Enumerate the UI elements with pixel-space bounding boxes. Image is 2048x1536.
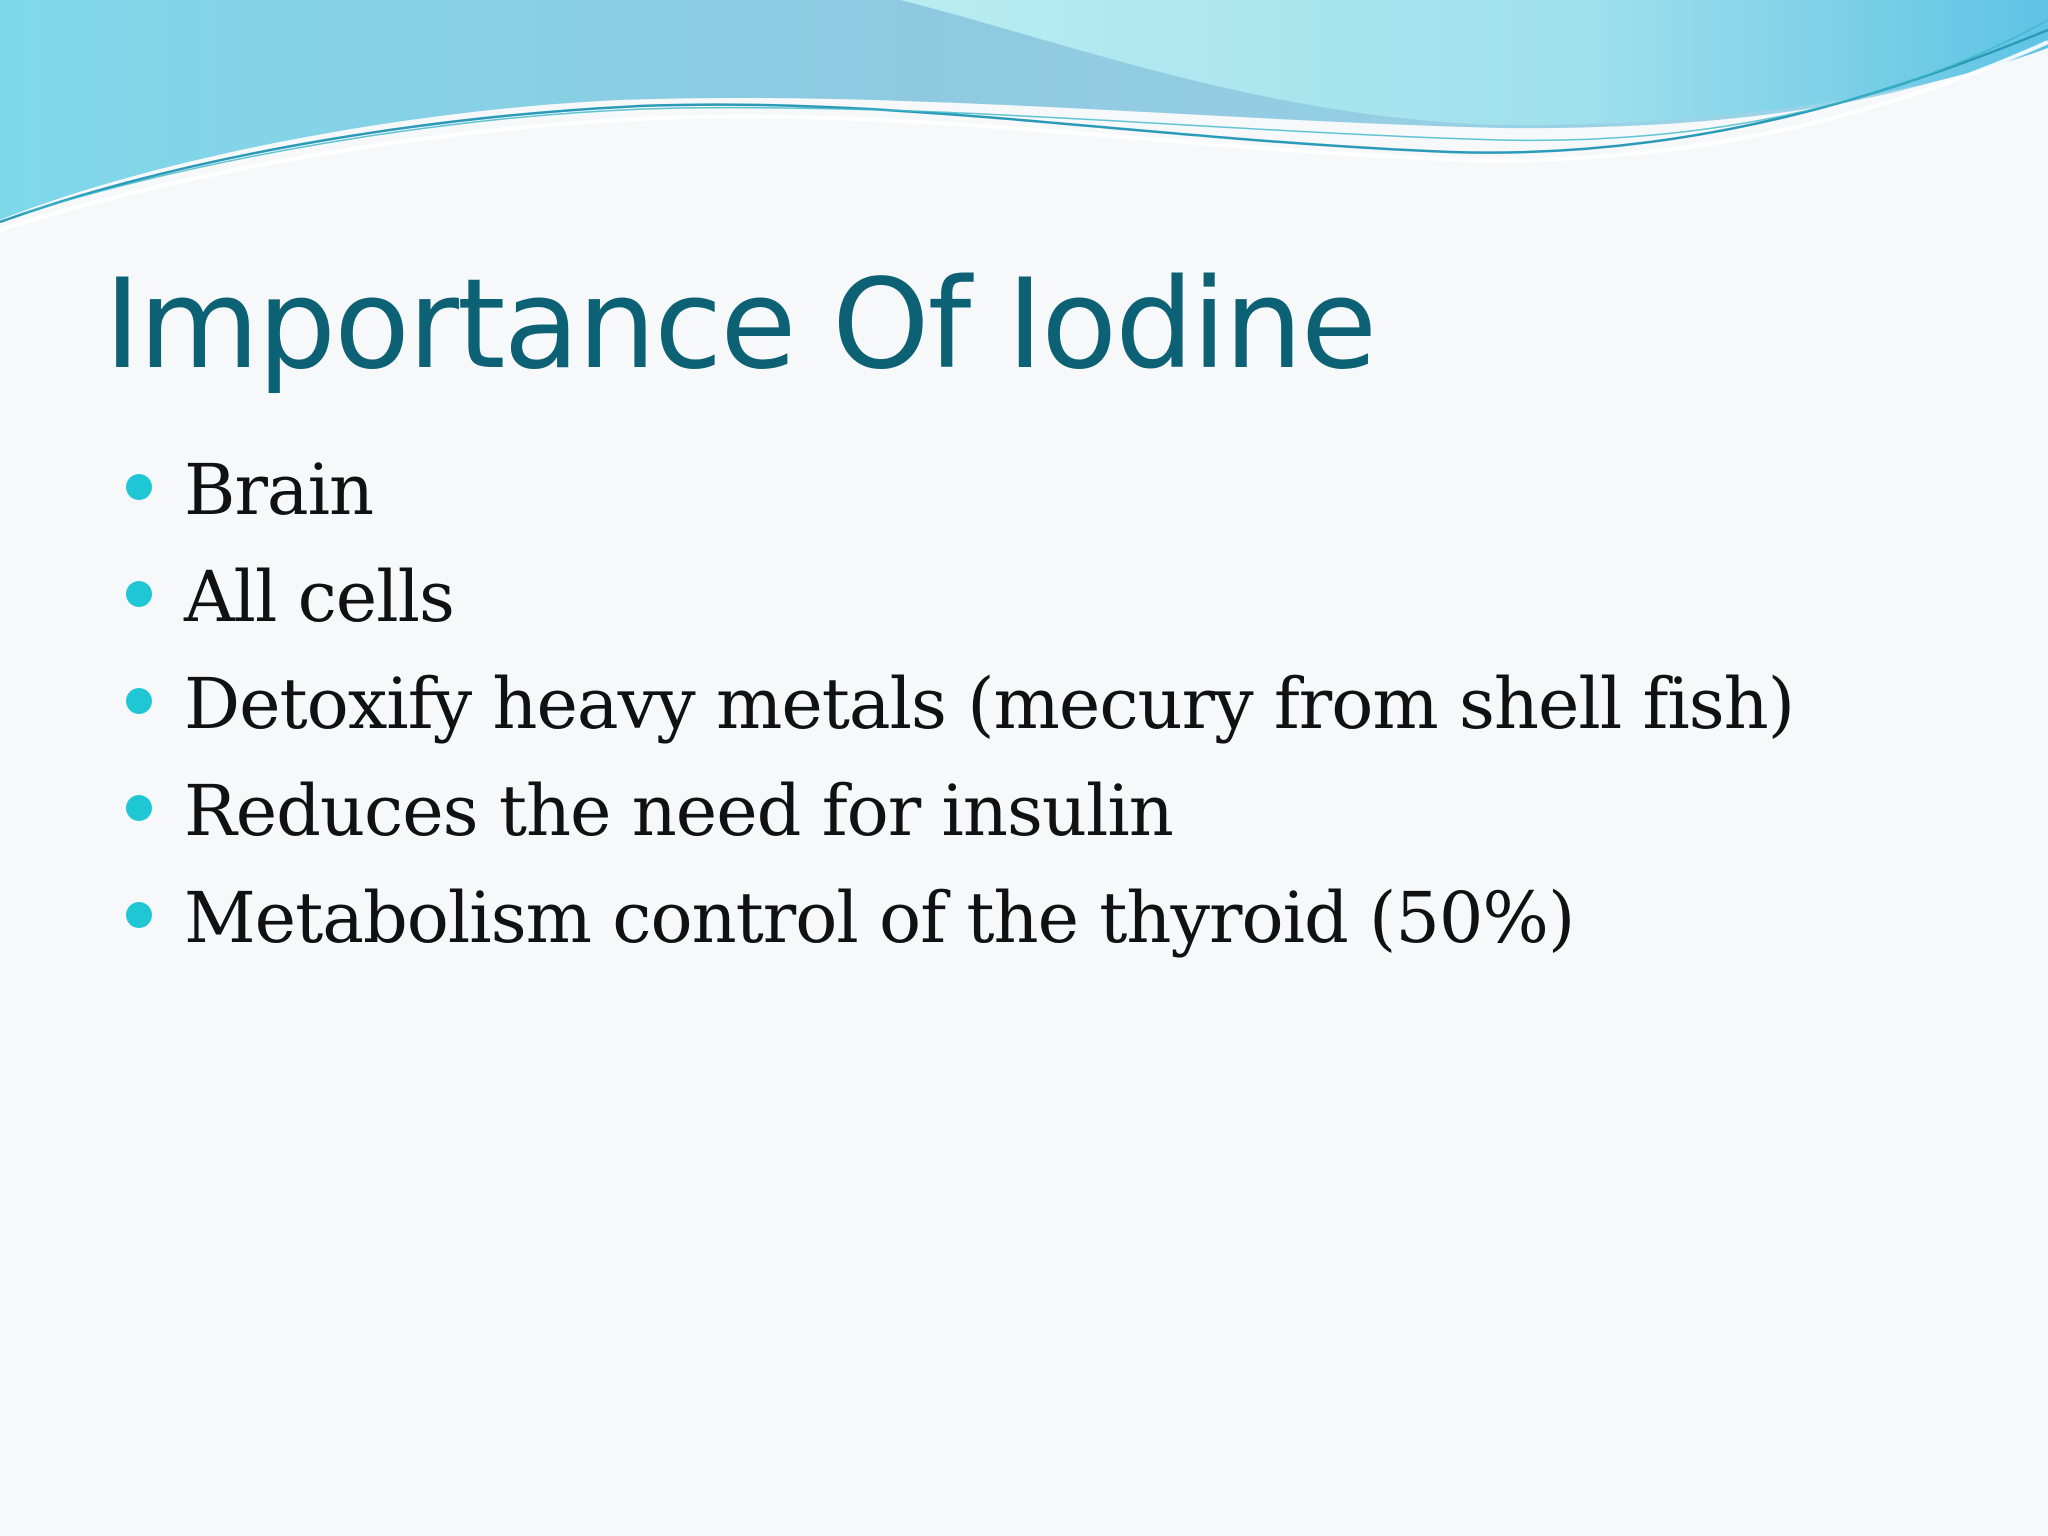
- bullet-text: Detoxify heavy metals (mecury from shell fish): [184, 663, 1795, 745]
- bullet-dot-icon: [126, 474, 152, 500]
- bullet-item: [126, 865, 1794, 972]
- bullet-dot-icon: [126, 902, 152, 928]
- slide-title: Importance Of Iodine: [104, 253, 1376, 397]
- wave-header-decoration: [0, 0, 2048, 240]
- bullet-item: [126, 544, 1794, 651]
- bullet-text: All cells: [184, 556, 454, 638]
- bullet-text: Metabolism control of the thyroid (50%): [184, 877, 1575, 959]
- bullet-dot-icon: [126, 581, 152, 607]
- bullet-item: [126, 437, 1794, 544]
- bullet-text: Reduces the need for insulin: [184, 770, 1173, 852]
- bullet-dot-icon: [126, 795, 152, 821]
- bullet-item: [126, 758, 1794, 865]
- bullet-dot-icon: [126, 688, 152, 714]
- bullet-list: [126, 437, 1794, 972]
- bullet-text: Brain: [184, 449, 374, 531]
- bullet-item: [126, 651, 1794, 758]
